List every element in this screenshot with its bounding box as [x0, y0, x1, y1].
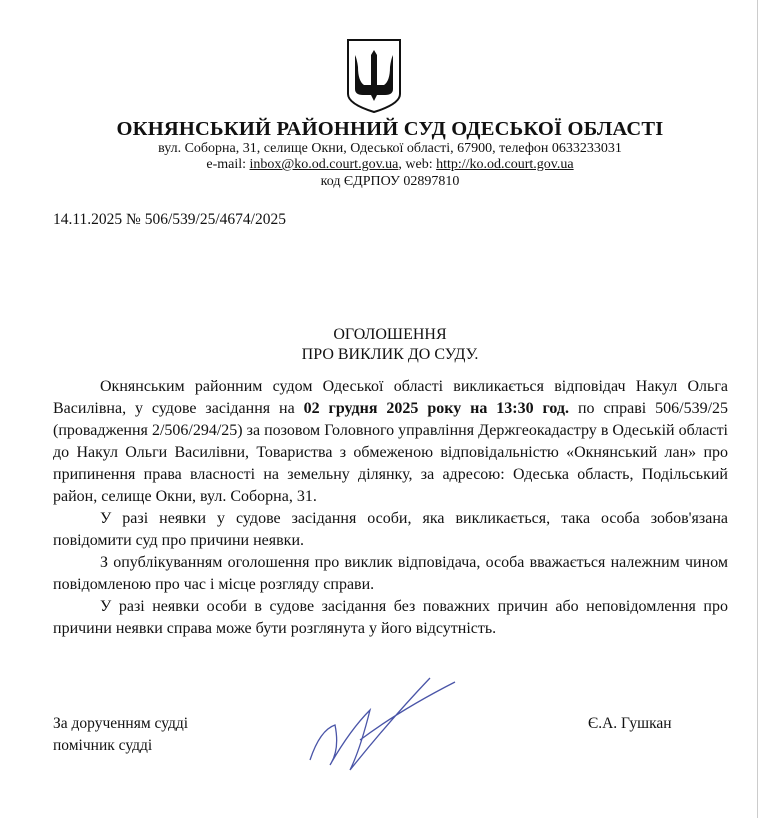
email-link[interactable]: inbox@ko.od.court.gov.ua [249, 157, 399, 172]
p1-text-cont: по справі 506/539/25 (провадження 2/506/294/25) за позовом Головного управління Держгеокадастру в Одеській області до Накул Ольги Василівни, Товариства з обмеженою відповідальністю «Окнянський лан» про припинення права власності на земельну ділянку, за адресою: Одеська область, Подільський район, селище Окни, вул. Соборна, 31. [53, 400, 729, 505]
signer-role-line2: помічник судді [53, 737, 153, 754]
web-link[interactable]: http://ko.od.court.gov.ua [436, 157, 574, 172]
heading-line2: ПРО ВИКЛИК ДО СУДУ. [301, 346, 479, 363]
coat-of-arms-icon [346, 38, 402, 114]
hearing-date: 02 грудня 2025 року на 13:30 год. [303, 400, 570, 417]
web-label: , web: [398, 157, 437, 172]
court-code: код ЄДРПОУ 02897810 [320, 174, 460, 189]
court-address: вул. Соборна, 31, селище Окни, Одеської області, 67900, телефон 0633233031 [158, 141, 622, 156]
p1-text: Окнянським районним судом Одеської області викликається відповідач Накул Ольга Василівна, у судове засідання на [53, 378, 728, 417]
handwritten-signature [290, 670, 470, 780]
email-label: e-mail: [206, 157, 250, 172]
paragraph-1 [53, 376, 728, 508]
court-name: ОКНЯНСЬКИЙ РАЙОННИЙ СУД ОДЕСЬКОЇ ОБЛАСТІ [116, 118, 664, 140]
heading-line1: ОГОЛОШЕННЯ [333, 326, 447, 343]
document-reference: 14.11.2025 № 506/539/25/4674/2025 [53, 211, 286, 228]
paragraph-4: У разі неявки особи в судове засідання без поважних причин або неповідомлення про причини неявки справа може бути розглянута у його відсутність. [53, 598, 728, 637]
court-contacts [0, 157, 780, 173]
signer-name: Є.А. Гушкан [588, 715, 672, 732]
notice-body [53, 376, 728, 640]
paragraph-2: У разі неявки у судове засідання особи, яка викликається, така особа зобов'язана повідомити суд про причини неявки. [53, 510, 728, 549]
signer-role-line1: За дорученням судді [53, 715, 189, 732]
paragraph-3: З опублікуванням оголошення про виклик відповідача, особа вважається належним чином повідомленою про час і місце розгляду справи. [53, 554, 728, 593]
signer-role [53, 713, 188, 757]
